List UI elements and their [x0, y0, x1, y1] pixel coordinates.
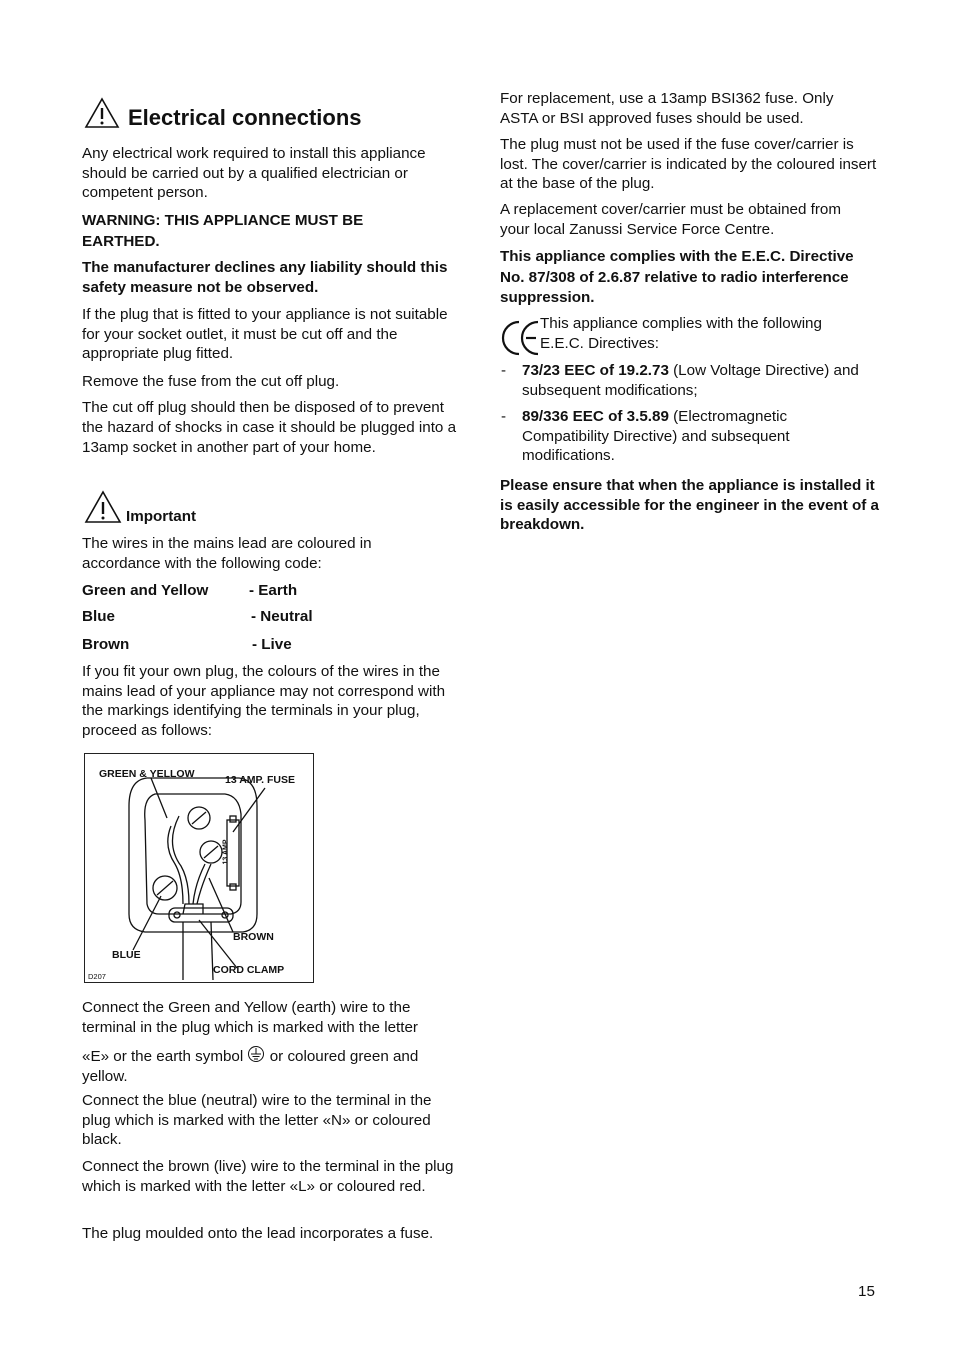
paragraph-moulded-fuse: The plug moulded onto the lead incorporates a fuse. — [82, 1225, 434, 1242]
paragraph-wire-colours: The wires in the mains lead are coloured in accordance with the following code: — [82, 535, 372, 572]
directive-code: 73/23 EEC of 19.2.73 — [522, 362, 669, 379]
label-blue: BLUE — [112, 949, 141, 961]
important-label: Important — [126, 508, 197, 525]
paragraph-own-plug: If you fit your own plug, the colours of the wires in the mains lead of your appliance may not correspond with the markings identifying the terminals in your plug, proceed as follows: — [82, 663, 446, 739]
warning-icon — [84, 97, 120, 129]
label-13amp-fuse: 13 AMP. FUSE — [225, 774, 296, 786]
plug-drawing — [85, 754, 313, 982]
paragraph-eec-radio: This appliance complies with the E.E.C. Directive No. 87/308 of 2.6.87 relative to radio interference suppression. — [500, 248, 854, 306]
directive-low-voltage — [522, 361, 874, 400]
paragraph-fuse-cover: The plug must not be used if the fuse cover/carrier is lost. The cover/carrier is indicated by the coloured insert at the base of the plug. — [500, 136, 877, 193]
paragraph-remove-fuse: Remove the fuse from the cut off plug. — [82, 373, 340, 390]
label-fuse-mark: 13 AMP — [222, 839, 230, 865]
paragraph-replacement-cover: A replacement cover/carrier must be obtained from your local Zanussi Service Force Centre. — [500, 201, 842, 238]
paragraph-connect-neutral: Connect the blue (neutral) wire to the terminal in the plug which is marked with the letter «N» or coloured black. — [82, 1092, 432, 1149]
warning-earthed: WARNING: THIS APPLIANCE MUST BE EARTHED. — [82, 212, 364, 250]
paragraph-connect-earth: Connect the Green and Yellow (earth) wire to the terminal in the plug which is marked with the letter — [82, 999, 418, 1036]
paragraph-connect-live: Connect the brown (live) wire to the terminal in the plug which is marked with the letter «L» or coloured red. — [82, 1158, 454, 1195]
code-colour: Green and Yellow — [82, 582, 209, 599]
code-row-earth — [82, 581, 298, 601]
list-dash: - — [501, 362, 507, 379]
liability-note: The manufacturer declines any liability should this safety measure not be observed. — [82, 259, 448, 296]
page-number: 15 — [858, 1283, 875, 1300]
code-meaning: - Neutral — [251, 608, 313, 625]
ce-mark-icon — [500, 318, 540, 358]
list-dash: - — [501, 408, 507, 425]
code-meaning: - Live — [252, 636, 292, 653]
code-colour: Brown — [82, 636, 130, 653]
directive-desc: (Electromagnetic Compatibility Directive) and subsequent modifications. — [522, 408, 790, 465]
paragraph-earth-symbol — [82, 1045, 458, 1086]
label-cord-clamp: CORD CLAMP — [213, 964, 285, 976]
page-title: Electrical connections — [128, 105, 362, 130]
paragraph-ce-directives: This appliance complies with the following E.E.C. Directives: — [540, 315, 822, 352]
code-colour: Blue — [82, 608, 115, 625]
label-green-yellow: GREEN & YELLOW — [99, 768, 195, 780]
directive-emc — [522, 407, 842, 466]
label-brown: BROWN — [233, 931, 274, 943]
label-diagram-ref: D207 — [88, 972, 106, 981]
paragraph-accessibility: Please ensure that when the appliance is installed it is easily accessible for the engineer in the event of a breakdown. — [500, 477, 879, 534]
code-row-neutral — [82, 607, 313, 627]
directive-code: 89/336 EEC of 3.5.89 — [522, 408, 669, 425]
plug-wiring-diagram — [84, 753, 314, 983]
code-meaning: - Earth — [249, 582, 298, 599]
important-warning-icon — [84, 490, 122, 524]
paragraph-fuse-replacement: For replacement, use a 13amp BSI362 fuse. Only ASTA or BSI approved fuses should be used. — [500, 90, 834, 127]
paragraph-intro: Any electrical work required to install this appliance should be carried out by a qualified electrician or competent person. — [82, 145, 426, 202]
paragraph-plug-unsuitable: If the plug that is fitted to your appliance is not suitable for your socket outlet, it must be cut off and the appropriate plug fitted. — [82, 306, 448, 363]
code-row-live — [82, 635, 292, 655]
paragraph-dispose: The cut off plug should then be disposed of to prevent the hazard of shocks in case it should be plugged into a 13amp socket in another part of your home. — [82, 399, 457, 456]
earth-symbol-icon — [247, 1045, 265, 1063]
directive-desc: (Low Voltage Directive) and subsequent modifications; — [522, 362, 859, 399]
earth-text-b: or coloured green and yellow. — [82, 1048, 419, 1085]
earth-text-a: «E» or the earth symbol — [82, 1048, 244, 1065]
